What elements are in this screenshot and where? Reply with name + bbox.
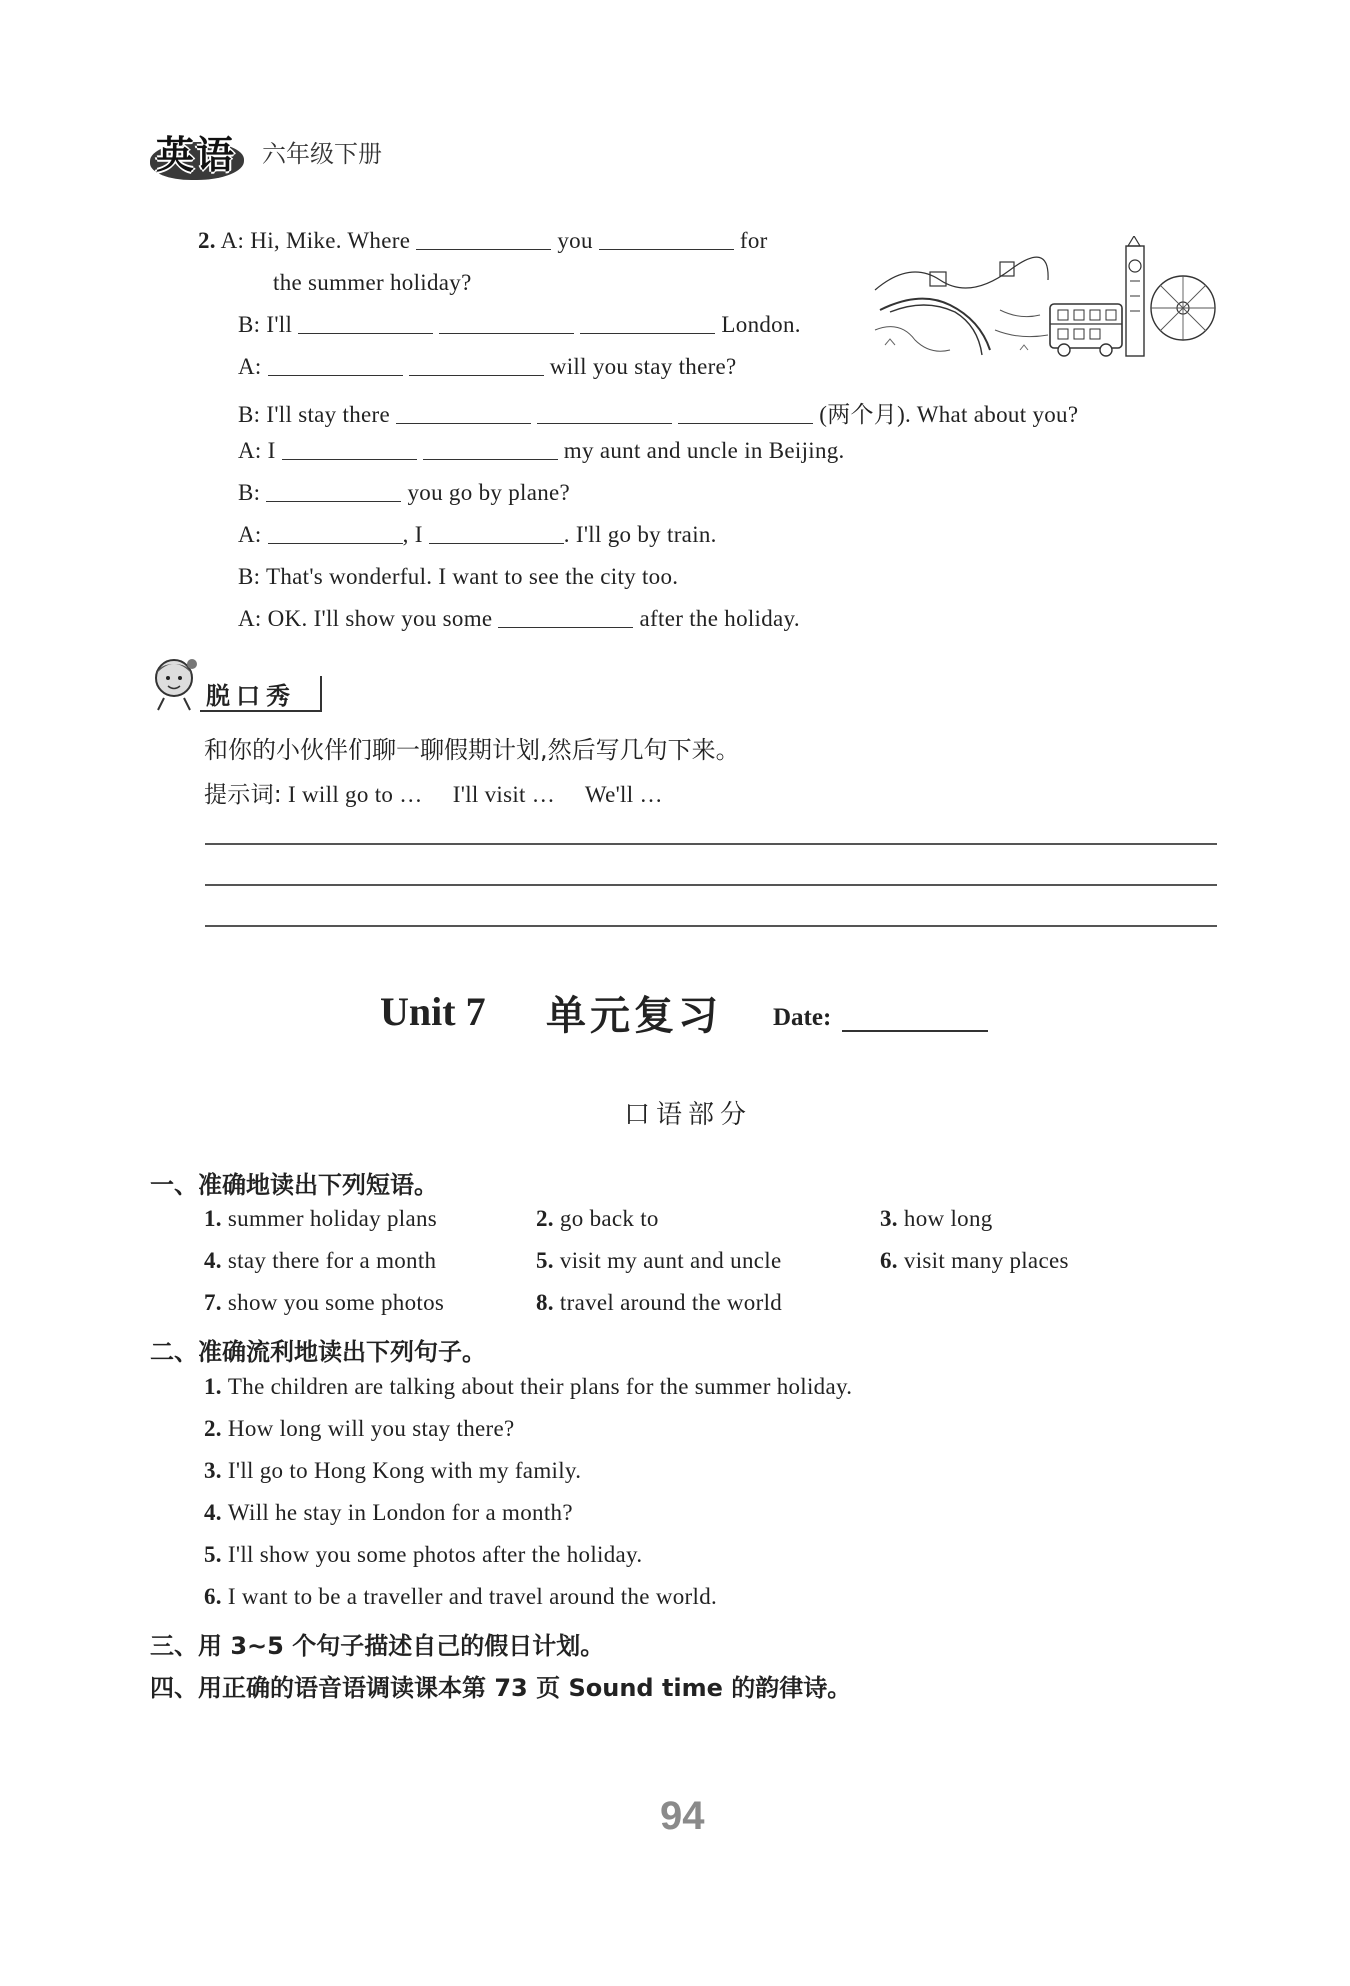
answer-blank[interactable] [537, 403, 672, 424]
dialogue-line-4: A: will you stay there? [238, 354, 737, 379]
list-item: 1. The children are talking about their plans for the summer holiday. [204, 1374, 853, 1399]
list-item: 6. visit many places [880, 1248, 1069, 1273]
list-item: 3. I'll go to Hong Kong with my family. [204, 1458, 582, 1483]
dialogue-line-5: B: I'll stay there (两个月). What about you? [238, 402, 1079, 427]
answer-blank[interactable] [439, 313, 574, 334]
unit-title: Unit 7 [380, 989, 486, 1034]
list-item: 5. I'll show you some photos after the holiday. [204, 1542, 643, 1567]
date-field[interactable] [842, 1030, 988, 1032]
talk-show-instruction: 和你的小伙伴们聊一聊假期计划,然后写几句下来。 [204, 736, 740, 764]
dialogue-line-9: B: That's wonderful. I want to see the city too. [238, 564, 679, 589]
list-item: 4. Will he stay in London for a month? [204, 1500, 573, 1525]
date-label: Date: [773, 1004, 832, 1031]
section-1-title: 一、准确地读出下列短语。 [150, 1171, 438, 1199]
answer-blank[interactable] [409, 355, 544, 376]
oral-part-heading: 口语部分 [624, 1100, 753, 1130]
list-item: 6. I want to be a traveller and travel around the world. [204, 1584, 718, 1609]
great-wall-illustration [870, 250, 1050, 360]
unit-review-title: 单元复习 [546, 993, 722, 1039]
list-item: 8. travel around the world [536, 1290, 783, 1315]
answer-blank[interactable] [396, 403, 531, 424]
hint-words: 提示词: I will go to … I'll visit … We'll … [204, 782, 663, 808]
answer-blank[interactable] [266, 481, 401, 502]
list-item: 3. how long [880, 1206, 993, 1231]
list-item: 2. How long will you stay there? [204, 1416, 515, 1441]
answer-blank[interactable] [599, 229, 734, 250]
answer-blank[interactable] [429, 523, 564, 544]
dialogue-line-2: the summer holiday? [273, 270, 472, 295]
page-number: 94 [660, 1794, 705, 1838]
dialogue-line-7: B: you go by plane? [238, 480, 571, 505]
dialogue-line-3: B: I'll London. [238, 312, 801, 337]
subject-label: 英语 [156, 133, 237, 177]
answer-blank[interactable] [423, 439, 558, 460]
answer-blank[interactable] [268, 523, 403, 544]
dialogue-line-10: A: OK. I'll show you some after the holiday. [238, 606, 800, 631]
answer-blank[interactable] [282, 439, 417, 460]
list-item: 1. summer holiday plans [204, 1206, 438, 1231]
title-divider [320, 676, 322, 710]
answer-blank[interactable] [298, 313, 433, 334]
dialogue-line-6: A: I my aunt and uncle in Beijing. [238, 438, 845, 463]
talk-show-title: 脱口秀 [206, 682, 296, 710]
writing-line[interactable] [205, 884, 1217, 886]
answer-blank[interactable] [678, 403, 813, 424]
section-4-title: 四、用正确的语音语调读课本第 73 页 Sound time 的韵律诗。 [150, 1674, 852, 1702]
list-item: 7. show you some photos [204, 1290, 445, 1315]
writing-line[interactable] [205, 843, 1217, 845]
answer-blank[interactable] [416, 229, 551, 250]
list-item: 2. go back to [536, 1206, 659, 1231]
answer-blank[interactable] [580, 313, 715, 334]
list-item: 4. stay there for a month [204, 1248, 437, 1273]
london-illustration [1048, 236, 1218, 366]
answer-blank[interactable] [268, 355, 403, 376]
dialogue-line-1: 2. A: Hi, Mike. Where you for [198, 228, 768, 253]
title-underline [200, 710, 322, 712]
grade-subtitle: 六年级下册 [262, 140, 382, 168]
subject-badge [150, 124, 244, 178]
section-2-title: 二、准确流利地读出下列句子。 [150, 1338, 486, 1366]
answer-blank[interactable] [498, 607, 633, 628]
dialogue-line-8: A: , I . I'll go by train. [238, 522, 717, 547]
writing-line[interactable] [205, 925, 1217, 927]
section-3-title: 三、用 3~5 个句子描述自己的假日计划。 [150, 1632, 605, 1660]
list-item: 5. visit my aunt and uncle [536, 1248, 782, 1273]
girl-avatar-icon [148, 656, 200, 712]
